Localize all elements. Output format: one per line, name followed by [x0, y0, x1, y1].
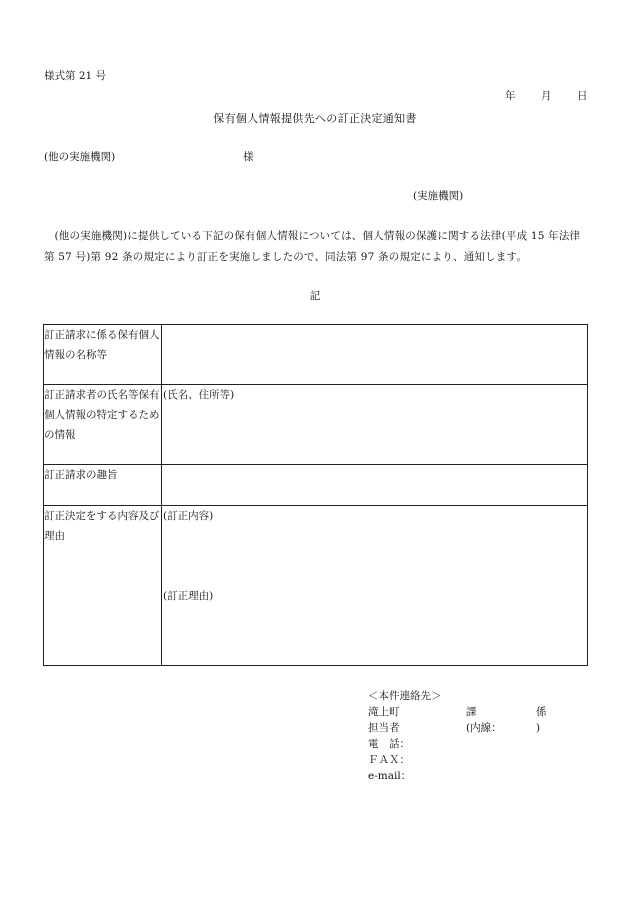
row-note: (訂正理由)	[163, 590, 214, 602]
form-number: 様式第 21 号	[44, 70, 107, 82]
row-label: 訂正決定をする内容及び理由	[44, 506, 162, 666]
row-note: (訂正内容)	[163, 510, 214, 522]
row-label: 訂正請求の趣旨	[44, 465, 162, 506]
contact-town: 滝上町	[368, 706, 400, 718]
ki-heading: 記	[309, 290, 321, 302]
issuer: (実施機関)	[413, 190, 464, 202]
contact-phone: 電 話：	[368, 738, 410, 750]
row-content[interactable]	[162, 506, 588, 666]
table-row	[44, 465, 588, 506]
table-row	[44, 506, 588, 666]
row-content[interactable]	[162, 325, 588, 385]
date-year: 年	[505, 90, 516, 102]
contact-heading: ＜本件連絡先＞	[368, 690, 442, 702]
contact-person	[368, 720, 541, 736]
row-content[interactable]	[162, 465, 588, 506]
table-row	[44, 385, 588, 465]
row-content[interactable]	[162, 385, 588, 465]
body-paragraph: (他の実施機関)に提供している下記の保有個人情報については、個人情報の保護に関する法律(平成 15 年法律第 57 号)第 92 条の規定により訂正を実施しましたので、同法第 97 条の規定により、通知します。	[44, 230, 581, 263]
date-day: 日	[577, 90, 588, 102]
contact-extension-close: )	[536, 722, 541, 734]
contact-email: e-mail：	[368, 770, 412, 782]
row-label: 訂正請求者の氏名等保有個人情報の特定するための情報	[44, 385, 162, 465]
contact-block	[368, 688, 547, 784]
document-title: 保有個人情報提供先への訂正決定通知書	[213, 112, 417, 125]
contact-person-label: 担当者	[368, 722, 400, 734]
contact-extension: (内線：	[466, 722, 502, 734]
date-month: 月	[541, 90, 552, 102]
contact-department	[368, 704, 547, 720]
recipient-honorific: 様	[243, 151, 254, 163]
row-label: 訂正請求に係る保有個人情報の名称等	[44, 325, 162, 385]
row-note: (氏名、住所等)	[163, 389, 235, 401]
contact-kakari: 係	[536, 706, 547, 718]
details-table	[43, 324, 588, 666]
contact-ka: 課	[466, 706, 477, 718]
recipient: (他の実施機関)	[44, 151, 116, 163]
table-row	[44, 325, 588, 385]
contact-fax: ＦＡＸ：	[368, 754, 410, 766]
